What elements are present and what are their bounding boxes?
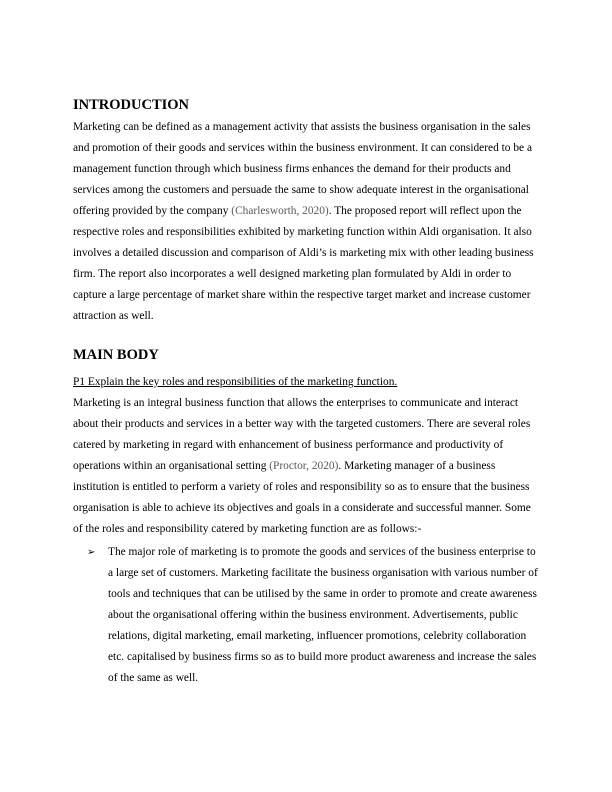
p1-subheading: P1 Explain the key roles and responsibilities of the marketing function. — [73, 376, 398, 388]
main-body-text-start: Marketing is an integral business function that allows the enterprises to communicate and interact about their products and services in a better way with the targeted customers. There are several roles catered by marketing in regard with enhancement of business performance and productivity of operations within an organisational setting — [73, 397, 531, 472]
document-content — [73, 96, 541, 689]
introduction-citation: (Charlesworth, 2020) — [231, 205, 329, 217]
list-item — [73, 542, 541, 689]
introduction-text-start: Marketing can be defined as a management activity that assists the business organisation in the sales and promotion of their goods and services within the business environment. It can considered to be a management function through which business firms enhances the demand for their products and services among the customers and persuade the same to show adequate interest in the organisational offering provided by the company — [73, 121, 532, 217]
roles-bullet-list — [73, 542, 541, 689]
main-body-paragraph — [73, 393, 541, 540]
introduction-paragraph — [73, 117, 541, 327]
bullet-text: The major role of marketing is to promote the goods and services of the business enterprise to a large set of customers. Marketing facilitate the business organisation with various number of tools and techniques that can be utilised by the same in order to promote and create awareness about the organisational offering within the business environment. Advertisements, public relations, digital marketing, email marketing, influencer promotions, celebrity collaboration etc. capitalised by business firms so as to build more product awareness and increase the sales of the same as well. — [108, 546, 538, 684]
introduction-text-end: . The proposed report will reflect upon the respective roles and responsibilities exhibited by marketing function within Aldi organisation. It also involves a detailed discussion and comparison of Aldi’s is marketing mix with other leading business firm. The report also incorporates a well designed marketing plan formulated by Aldi in order to capture a large percentage of market share within the respective target market and increase customer attraction as well. — [73, 205, 534, 322]
main-body-text-end: . Marketing manager of a business institution is entitled to perform a variety of roles and responsibility so as to ensure that the business organisation is able to achieve its objectives and goals in a considerate and successful manner. Some of the roles and responsibility catered by marketing function are as follows:- — [73, 460, 531, 535]
arrow-bullet-icon: ➢ — [87, 547, 96, 558]
main-body-heading: MAIN BODY — [73, 347, 159, 363]
introduction-heading: INTRODUCTION — [73, 97, 190, 113]
main-body-citation: (Proctor, 2020) — [269, 460, 339, 472]
